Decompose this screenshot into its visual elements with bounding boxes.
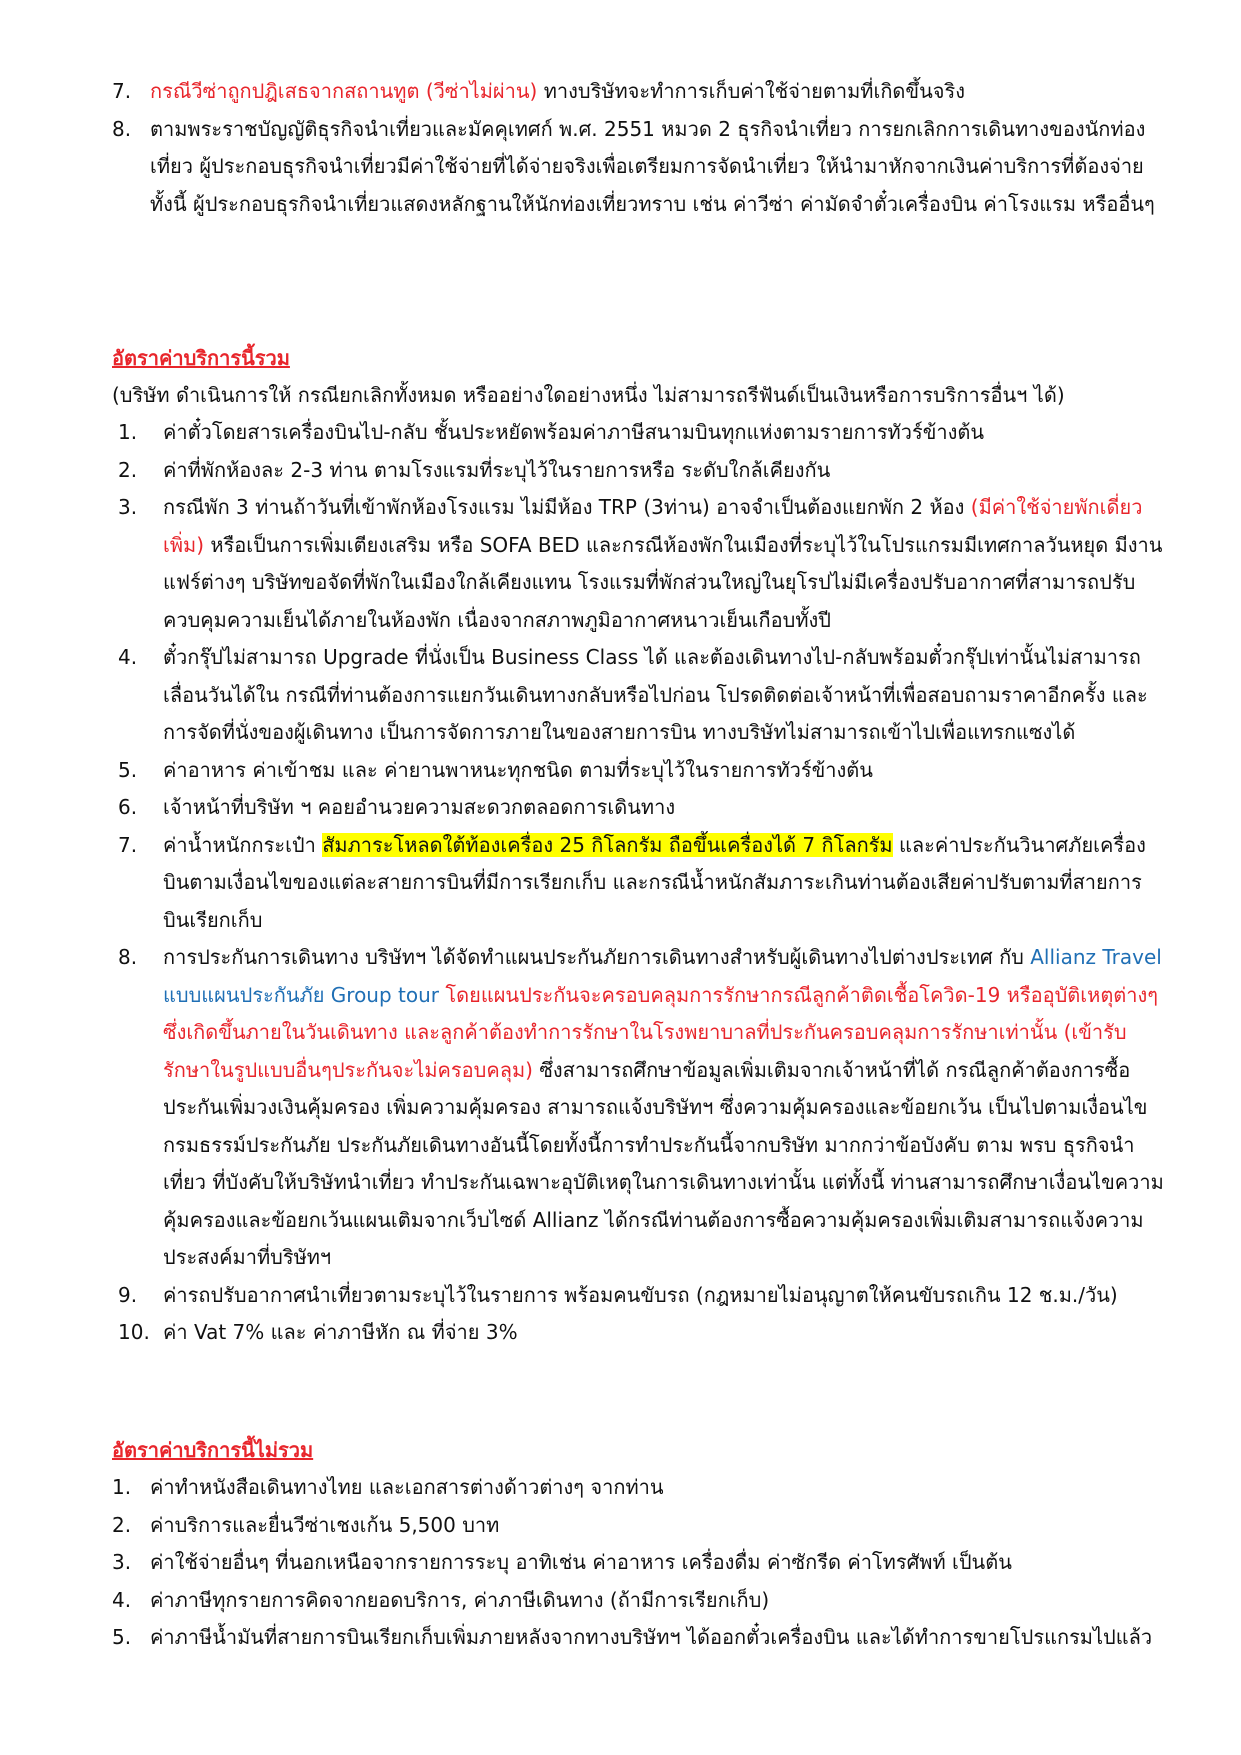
list-item — [112, 1582, 1172, 1620]
item-text: ค่าอาหาร ค่าเข้าชม และ ค่ายานพาหนะทุกชนิด ตามที่ระบุไว้ในรายการทัวร์ข้างต้น — [163, 757, 873, 782]
item-number: 1. — [112, 1475, 132, 1499]
list-item — [112, 73, 1172, 111]
list-item — [112, 111, 1172, 224]
list-item — [118, 827, 1164, 940]
item-number: 9. — [118, 1282, 138, 1307]
item-number: 2. — [118, 457, 138, 482]
item-text: ค่า Vat 7% และ ค่าภาษีหัก ณ ที่จ่าย 3% — [163, 1320, 518, 1344]
item-text: กรณีพัก 3 ท่านถ้าวันที่เข้าพักห้องโรงแรม ไม่มีห้อง TRP (3ท่าน) อาจจำเป็นต้องแยกพัก 2 ห้อง — [163, 495, 971, 519]
item-text: ค่าภาษีน้ำมันที่สายการบินเรียกเก็บเพิ่มภายหลังจากทางบริษัทฯ ได้ออกตั๋วเครื่องบิน และได้ทำการขายโปรแกรมไปแล้ว — [150, 1625, 1153, 1649]
list-item — [112, 1507, 1172, 1545]
item-text: ค่าตั๋วโดยสารเครื่องบินไป-กลับ ชั้นประหยัดพร้อมค่าภาษีสนามบินทุกแห่งตามรายการทัวร์ข้างต้น — [163, 420, 985, 444]
included-list — [118, 414, 1164, 1352]
item-text: ค่าน้ำหนักกระเป๋า — [163, 832, 323, 857]
list-item — [112, 1619, 1172, 1657]
included-heading: อัตราค่าบริการนี้รวม — [112, 346, 290, 370]
item-number: 6. — [118, 795, 138, 819]
item-text: เจ้าหน้าที่บริษัท ฯ คอยอำนวยความสะดวกตลอดการเดินทาง — [163, 795, 676, 819]
item-text: ค่าที่พักห้องละ 2-3 ท่าน ตามโรงแรมที่ระบุไว้ในรายการหรือ ระดับใกล้เคียงกัน — [163, 457, 831, 482]
item-text: ค่าบริการและยื่นวีซ่าเชงเก้น 5,500 บาท — [150, 1512, 500, 1537]
list-item — [118, 489, 1164, 639]
item-text: ค่าใช้จ่ายอื่นๆ ที่นอกเหนือจากรายการระบุ อาทิเช่น ค่าอาหาร เครื่องดื่ม ค่าซักรีด ค่าโทรศัพท์ เป็นต้น — [150, 1550, 1012, 1574]
item-number: 5. — [112, 1625, 132, 1649]
item-number: 8. — [118, 945, 138, 969]
item-number: 3. — [118, 495, 138, 519]
item-text: ค่ารถปรับอากาศนำเที่ยวตามระบุไว้ในรายการ พร้อมคนขับรถ (กฎหมายไม่อนุญาตให้คนขับรถเกิน 12 ช.ม./วัน) — [163, 1282, 1118, 1307]
list-item — [118, 639, 1164, 752]
item-number: 4. — [118, 645, 138, 669]
item-text: การประกันการเดินทาง บริษัทฯ ได้จัดทำแผนประกันภัยการเดินทางสำหรับผู้เดินทางไปต่างประเทศ กับ — [163, 945, 1031, 969]
item-text: ทางบริษัทจะทำการเก็บค่าใช้จ่ายตามที่เกิดขึ้นจริง — [537, 79, 965, 103]
item-text: ซึ่งสามารถศึกษาข้อมูลเพิ่มเติมจากเจ้าหน้าที่ได้ กรณีลูกค้าต้องการซื้อประกันเพิ่มวงเงินคุ้มครอง เพิ่มความคุ้มครอง สามารถแจ้งบริษัทฯ ซึ่งความคุ้มครองและข้อยกเว้น เป็นไปตามเงื่อนไขกรมธรรม์ประกันภัย ประกันภัยเดินทางอันนี้โดยทั้งนี้การทำประกันนี้จากบริษัท มากกว่าข้อบังคับ ตาม พรบ ธุรกิจนำเที่ยว ที่บังคับให้บริษัทนำเที่ยว ทำประกันเฉพาะอุบัติเหตุในการเดินทางเท่านั้น แต่ทั้งนี้ ท่านสามารถศึกษาเงื่อนไขความคุ้มครองและข้อยกเว้นแผนเติมจากเว็บไซด์ Allianz ได้กรณีท่านต้องการซื้อความคุ้มครองเพิ่มเติมสามารถแจ้งความประสงค์มาที่บริษัทฯ — [163, 1057, 1164, 1269]
item-number: 4. — [112, 1587, 132, 1612]
item-number: 5. — [118, 757, 138, 782]
insurance-plan-name: Allianz Travel แบบแผนประกันภัย Group tour — [163, 945, 1162, 1007]
item-number: 7. — [112, 79, 132, 103]
item-text: ค่าภาษีทุกรายการคิดจากยอดบริการ, ค่าภาษีเดินทาง (ถ้ามีการเรียกเก็บ) — [150, 1587, 770, 1612]
included-note: (บริษัท ดำเนินการให้ กรณียกเลิกทั้งหมด หรืออย่างใดอย่างหนึ่ง ไม่สามารถรีฟันด์เป็นเงินหรือการบริการอื่นฯ ได้) — [112, 383, 1065, 407]
item-number: 7. — [118, 832, 138, 857]
item-number: 8. — [112, 116, 132, 141]
list-item — [112, 1544, 1172, 1582]
item-number: 10. — [118, 1320, 150, 1344]
single-supplement-text: (มีค่าใช้จ่ายพักเดี่ยวเพิ่ม) — [163, 495, 1143, 557]
list-item — [118, 1314, 1164, 1352]
list-item — [118, 1277, 1164, 1315]
item-text: ตั๋วกรุ๊ปไม่สามารถ Upgrade ที่นั่งเป็น Business Class ได้ และต้องเดินทางไป-กลับพร้อมตั๋วกรุ๊ปเท่านั้นไม่สามารถเลื่อนวันได้ใน กรณีที่ท่านต้องการแยกวันเดินทางกลับหรือไปก่อน โปรดติดต่อเจ้าหน้าที่เพื่อสอบถามราคาอีกครั้ง และการจัดที่นั่งของผู้เดินทาง เป็นการจัดการภายในของสายการบิน ทางบริษัทไม่สามารถเข้าไปเพื่อแทรกแซงได้ — [163, 645, 1148, 744]
excluded-list — [112, 1469, 1172, 1657]
list-item — [112, 1469, 1172, 1507]
baggage-allowance-highlight: สัมภาระโหลดใต้ท้องเครื่อง 25 กิโลกรัม ถือขึ้นเครื่องได้ 7 กิโลกรัม — [322, 832, 893, 857]
item-text: หรือเป็นการเพิ่มเตียงเสริม หรือ SOFA BED และกรณีห้องพักในเมืองที่ระบุไว้ในโปรแกรมมีเทศกาลวันหยุด มีงานแฟร์ต่างๆ บริษัทขอจัดที่พักในเมืองใกล้เคียงแทน โรงแรมที่พักส่วนใหญ่ในยุโรปไม่มีเครื่องปรับอากาศที่สามารถปรับควบคุมความเย็นได้ภายในห้องพัก เนื่องจากสภาพภูมิอากาศหนาวเย็นเกือบทั้งปี — [163, 532, 1163, 632]
list-item — [118, 752, 1164, 790]
list-item — [118, 789, 1164, 827]
item-number: 2. — [112, 1512, 132, 1537]
item-text: ค่าทำหนังสือเดินทางไทย และเอกสารต่างด้าวต่างๆ จากท่าน — [150, 1475, 664, 1499]
insurance-coverage-text: โดยแผนประกันจะครอบคลุมการรักษากรณีลูกค้าติดเชื้อโควิด-19 หรืออุบัติเหตุต่างๆ ซึ่งเกิดขึ้นภายในวันเดินทาง และลูกค้าต้องทำการรักษาในโรงพยาบาลที่ประกันครอบคลุมการรักษาเท่านั้น (เข้ารับรักษาในรูปแบบอื่นๆประกันจะไม่ครอบคลุม) — [163, 982, 1159, 1082]
item-number: 1. — [118, 420, 138, 444]
visa-rejection-text: กรณีวีซ่าถูกปฎิเสธจากสถานทูต (วีซ่าไม่ผ่าน) — [150, 79, 538, 103]
excluded-heading: อัตราค่าบริการนี้ไม่รวม — [112, 1438, 314, 1462]
item-number: 3. — [112, 1550, 132, 1574]
list-item — [118, 939, 1164, 1277]
list-item — [118, 414, 1164, 452]
list-item — [118, 452, 1164, 490]
item-text: ตามพระราชบัญญัติธุรกิจนำเที่ยวและมัคคุเทศก์ พ.ศ. 2551 หมวด 2 ธุรกิจนำเที่ยว การยกเลิกการเดินทางของนักท่องเที่ยว ผู้ประกอบธุรกิจนำเที่ยวมีค่าใช้จ่ายที่ได้จ่ายจริงเพื่อเตรียมการจัดนำเที่ยว ให้นำมาหักจากเงินค่าบริการที่ต้องจ่าย ทั้งนี้ ผู้ประกอบธุรกิจนำเที่ยวแสดงหลักฐานให้นักท่องเที่ยวทราบ เช่น ค่าวีซ่า ค่ามัดจำตั๋วเครื่องบิน ค่าโรงแรม หรืออื่นๆ — [150, 116, 1155, 216]
item-text: และค่าประกันวินาศภัยเครื่องบินตามเงื่อนไขของแต่ละสายการบินที่มีการเรียกเก็บ และกรณีน้ำหนักสัมภาระเกินท่านต้องเสียค่าปรับตามที่สายการบินเรียกเก็บ — [163, 832, 1146, 932]
cancellation-terms-list — [112, 73, 1172, 223]
